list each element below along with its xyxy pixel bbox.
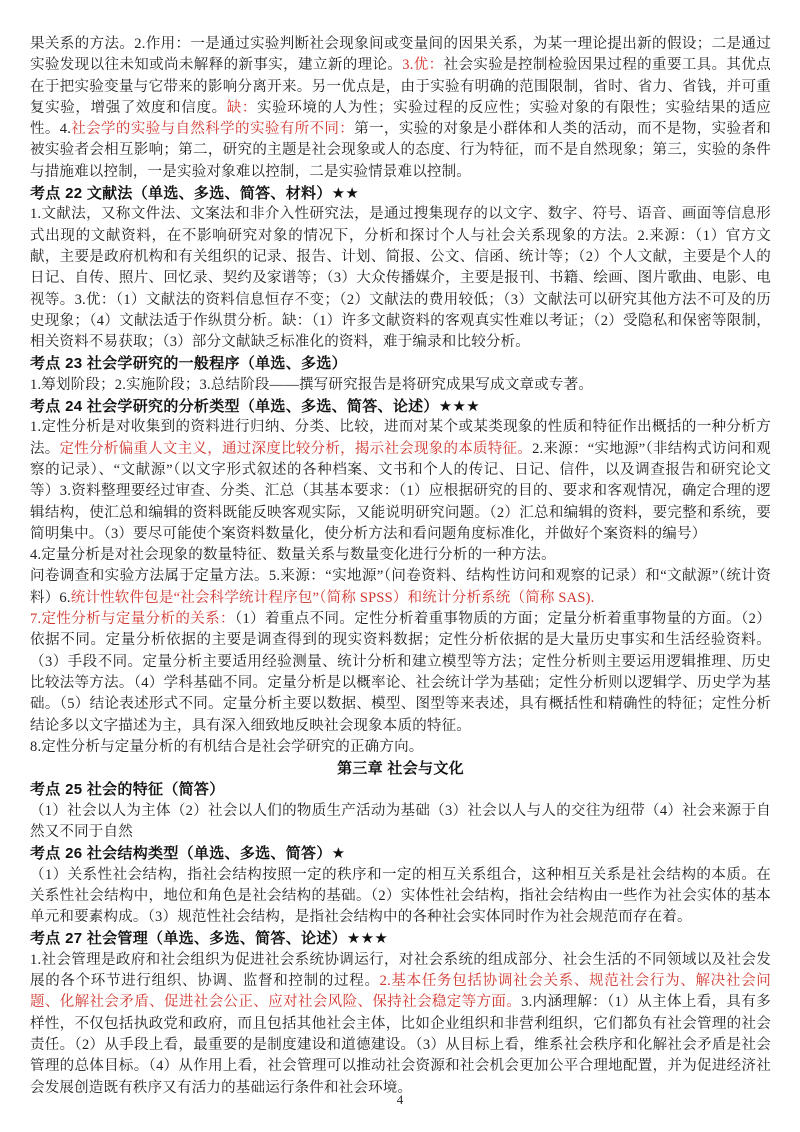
text-run: 第三章 社会与文化 (337, 760, 464, 778)
text-run: （1）社会以人为主体（2）社会以人们的物质生产活动为基础（3）社会以人与人的交往为纽带（4）社会来源于自然又不同于自然 (30, 802, 771, 840)
paragraph (30, 609, 771, 737)
text-run: 果关系的方法。2.作用：一是通过实验判断社会现象间或变量间的因果关系，为某一理论提出新的假设；二是通过实验发现以往未知或尚未解释的新事实，建立新的理论。 (30, 36, 771, 74)
text-run: 第一，实验的对象是小群体和人类的活动，而不是物，实验者和被实验者会相互影响；第二，研究的主题是社会现象或人的态度、行为特征，而不是自然现象；第三，实验的条件与措施难以控制，一是实验对象难以控制，二是实验情景难以控制。 (30, 121, 771, 180)
document-content (30, 34, 771, 1099)
chapter-title (30, 758, 771, 779)
text-run: 1.筹划阶段；2.实施阶段；3.总结阶段——撰写研究报告是将研究成果写成文章或专著。 (30, 376, 594, 393)
page-number: 4 (396, 1092, 404, 1107)
text-run: 8.定性分析与定量分析的有机结合是社会学研究的正确方向。 (30, 738, 424, 755)
paragraph (30, 545, 771, 566)
paragraph (30, 375, 771, 396)
text-run: 实验环境的人为性；实验过程的反应性；实验对象的有限性；实验结果的适应性。4. (30, 99, 771, 138)
red-emphasis-text: 7.定性分析与定量分析的关系： (30, 611, 235, 628)
text-run: （1）关系性社会结构，指社会结构按照一定的秩序和一定的相互关系组合，这种相互关系是社会结构的本质。在关系性社会结构中，地位和角色是社会结构的基础。（2）实体性社会结构，指社会结构由一些作为社会实体的基本单元和要素构成。（3）规范性社会结构，是指社会结构中的各种社会实体同时作为社会规范而存在着。 (30, 866, 771, 926)
text-run: 考点 26 社会结构类型（单选、多选、简答）★ (30, 845, 346, 863)
text-run: 2.来源：“实地源”（非结构式访问和观察的记录）、“文献源”（以文字形式叙述的各种档案、文书和个人的传记、日记、信件，以及调查报告和研究论文等）3.资料整理要经过审查、分类、汇总（其基本要求：（1）应根据研究的目的、要求和客观情况，确定合理的逻辑结构，使汇总和编辑的资料既能反映客观实际，又能说明研究问题。（2）汇总和编辑的资料，要完整和系统，要简明集中。（3）要尽可能使个案资料数量化，使分析方法和看问题角度标准化，并做好个案资料的编号） (30, 440, 772, 542)
text-run: 1.定性分析是对收集到的资料进行归纳、分类、比较，进而对某个或某类现象的性质和特征作出概括的一种分析方法。 (30, 419, 771, 457)
paragraph (30, 204, 771, 353)
red-emphasis-text: 2.基本任务包括协调社会关系、规范社会行为、解决社会问题、化解社会矛盾、促进社会公正、应对社会风险、保持社会稳定等方面。 (30, 973, 771, 1011)
red-emphasis-text: 缺： (226, 99, 257, 116)
section-heading (30, 928, 771, 949)
section-heading (30, 396, 771, 417)
text-run: 考点 22 文献法（单选、多选、简答、材料）★★ (30, 185, 360, 203)
text-run: 问卷调查和实验方法属于定量方法。5.来源：“实地源”（问卷资料、结构性访问和观察的记录）和“文献源”（统计资料）6. (30, 568, 771, 606)
section-heading (30, 183, 771, 204)
text-run: 考点 24 社会学研究的分析类型（单选、多选、简答、论述）★★★ (30, 398, 480, 416)
red-emphasis-text: 统计性软件包是“社会科学统计程序包”（简称 SPSS）和统计分析系统（简称 SAS). (70, 589, 595, 606)
paragraph (30, 566, 771, 609)
text-run: 1.社会管理是政府和社会组织为促进社会系统协调运行，对社会系统的组成部分、社会生活的不同领域以及社会发展的各个环节进行组织、协调、监督和控制的过程。 (30, 951, 771, 990)
red-emphasis-text: 定性分析偏重人文主义，通过深度比较分析，揭示社会现象的本质特征。 (59, 440, 533, 457)
section-heading (30, 843, 771, 864)
text-run: （1）着重点不同。定性分析着重事物质的方面；定量分析着重事物量的方面。（2）依据不同。定量分析依据的主要是调查得到的现实资料数据；定性分析依据的是大量历史事实和生活经验资料。（3）手段不同。定量分析主要适用经验测量、统计分析和建立模型等方法；定性分析则主要运用逻辑推理、历史比较法等方法。（4）学科基础不同。定量分析是以概率论、社会统计学为基础；定性分析则以逻辑学、历史学为基础。（5）结论表述形式不同。定量分析主要以数据、模型、图型等来表述，具有概括性和精确性的特征；定性分析结论多以文字描述为主，具有深入细致地反映社会现象本质的特征。 (30, 611, 771, 734)
section-heading (30, 353, 771, 374)
paragraph (30, 801, 771, 844)
paragraph (30, 865, 771, 929)
red-emphasis-text: 3.优： (402, 57, 444, 74)
text-run: 1.文献法，又称文件法、文案法和非介入性研究法，是通过搜集现存的以文字、数字、符号、语音、画面等信息形式出现的文献资料，在不影响研究对象的情况下，分析和探讨个人与社会关系现象的方法。2.来源：（1）官方文献，主要是政府机构和有关组织的记录、报告、计划、简报、公文、信函、统计等；（2）个人文献，主要是个人的日记、自传、照片、回忆录、契约及家谱等；（3）大众传播媒介，主要是报刊、书籍、绘画、图片歌曲、电影、电视等。3.优：（1）文献法的资料信息恒存不变；（2）文献法的费用较低；（3）文献法可以研究其他方法不可及的历史现象；（4）文献法适于作纵贯分析。缺：（1）许多文献资料的客观真实性难以考证；（2）受隐私和保密等限制，相关资料不易获取；（3）部分文献缺乏标准化的资料，难于编录和比较分析。 (30, 206, 771, 351)
paragraph (30, 34, 771, 183)
text-run: 4.定量分析是对社会现象的数量特征、数量关系与数量变化进行分析的一种方法。 (30, 547, 556, 564)
text-run: 3.内涵理解：（1）从主体上看，具有多样性，不仅包括执政党和政府，而且包括其他社会主体，比如企业组织和非营利组织，它们都负有社会管理的社会责任。（2）从手段上看，最重要的是制度建设和道德建设。（3）从目标上看，维系社会秩序和化解社会矛盾是社会管理的总体目标。（4）从作用上看，社会管理可以推动社会资源和社会机会更加公平合理地配置，并为促进经济社会发展创造既有秩序又有活力的基础运行条件和社会环境。 (30, 994, 771, 1096)
paragraph (30, 950, 771, 1099)
paragraph (30, 737, 771, 758)
red-emphasis-text: 社会学的实验与自然科学的实验有所不同： (71, 121, 355, 138)
text-run: 社会实验是控制检验因果过程的重要工具。其优点在于把实验变量与它带来的影响分离开来。另一优点是，由于实验有明确的范围限制，省时、省力、省钱，并可重复实验，增强了效度和信度。 (30, 57, 771, 116)
text-run: 考点 23 社会学研究的一般程序（单选、多选） (30, 355, 347, 373)
paragraph (30, 417, 771, 545)
text-run: 考点 27 社会管理（单选、多选、简答、论述）★★★ (30, 930, 389, 948)
section-heading (30, 779, 771, 800)
text-run: 考点 25 社会的特征（简答） (30, 781, 225, 799)
